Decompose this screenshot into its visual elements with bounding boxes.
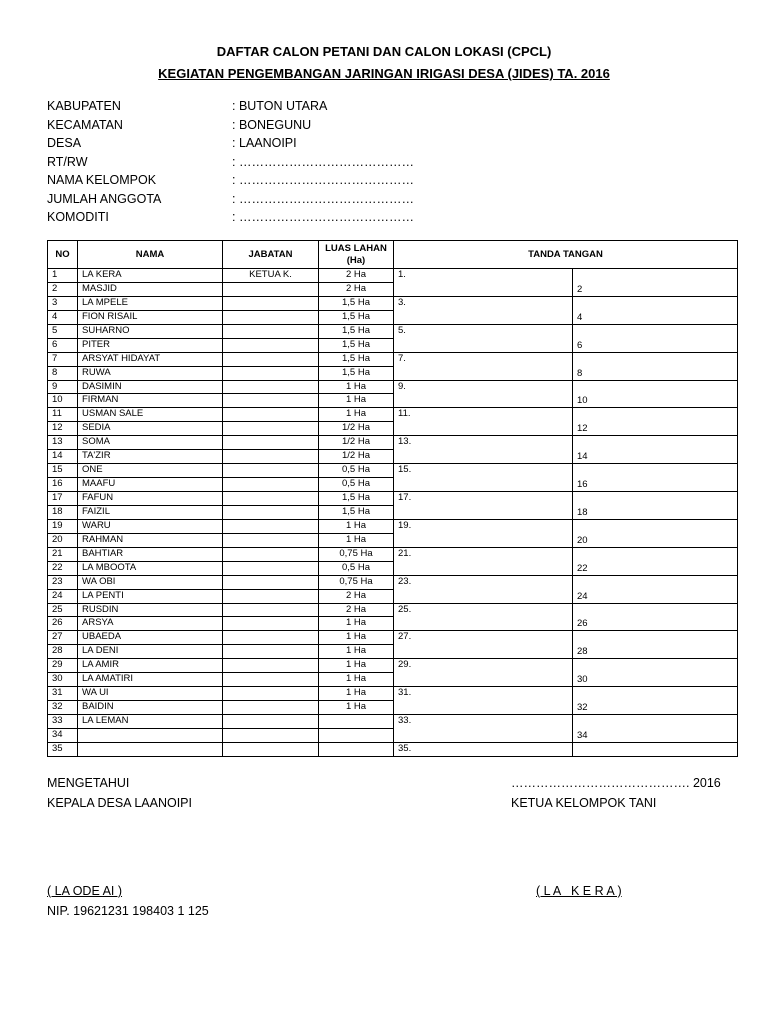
cell-no: 2 [48,282,78,296]
info-row [47,190,414,209]
signature-cell-right: 10 [573,380,738,408]
cell-nama: LA PENTI [78,589,223,603]
header-nama: NAMA [78,241,223,269]
document-subtitle [0,66,768,81]
signature-cell-right: 34 [573,715,738,743]
table-row [48,408,738,422]
info-label: JUMLAH ANGGOTA [47,191,162,206]
table-row [48,547,738,561]
signature-cell-left: 31. [394,687,573,715]
cell-luas [319,715,394,729]
info-label: KOMODITI [47,210,109,224]
signature-cell-left: 11. [394,408,573,436]
table-row [48,492,738,506]
signature-cell-right: 8 [573,352,738,380]
cell-nama: RUSDIN [78,603,223,617]
cell-jabatan [223,575,319,589]
info-label: DESA [47,136,82,150]
cell-luas: 1,5 Ha [319,352,394,366]
signature-cell-right: 16 [573,464,738,492]
cell-jabatan [223,366,319,380]
document-title: DAFTAR CALON PETANI DAN CALON LOKASI (CPCL) [216,44,552,59]
cell-nama: LA AMIR [78,659,223,673]
table-row [48,603,738,617]
cell-luas: 1,5 Ha [319,324,394,338]
cell-jabatan [223,701,319,715]
cell-no: 23 [48,575,78,589]
cell-luas: 0,5 Ha [319,478,394,492]
table-row [48,296,738,310]
cell-no: 26 [48,617,78,631]
table-row [48,715,738,729]
cell-nama: DASIMIN [78,380,223,394]
cell-jabatan [223,715,319,729]
cell-jabatan [223,380,319,394]
cell-luas: 1 Ha [319,394,394,408]
table-row [48,324,738,338]
cell-no: 25 [48,603,78,617]
cell-no: 28 [48,645,78,659]
signature-cell-right: 24 [573,575,738,603]
cell-nama: FIRMAN [78,394,223,408]
kepala-desa-nip: NIP. 19621231 198403 1 125 [47,904,209,918]
cell-nama: BAHTIAR [78,547,223,561]
cell-nama: SUHARNO [78,324,223,338]
info-value: : …………………………………… [232,191,414,206]
cell-no: 19 [48,519,78,533]
signature-cell-left: 1. [394,269,573,297]
cell-no: 18 [48,505,78,519]
cell-nama: FAFUN [78,492,223,506]
cell-no: 6 [48,338,78,352]
table-header-row [48,241,738,269]
cell-nama: LA LEMAN [78,715,223,729]
cell-nama: WA OBI [78,575,223,589]
signature-cell-right: 26 [573,603,738,631]
cell-no: 34 [48,728,78,742]
cell-luas [319,742,394,756]
cell-jabatan [223,547,319,561]
cell-nama: PITER [78,338,223,352]
cell-luas: 1,5 Ha [319,505,394,519]
info-label: KABUPATEN [47,99,121,113]
cell-nama: ARSYA [78,617,223,631]
cell-luas: 1 Ha [319,687,394,701]
info-value: : …………………………………… [232,210,414,224]
header-luas-lahan [319,241,394,269]
cell-jabatan [223,687,319,701]
cell-luas: 1/2 Ha [319,422,394,436]
cell-nama: TA'ZIR [78,450,223,464]
cell-luas: 0,75 Ha [319,547,394,561]
signature-cell-left: 3. [394,296,573,324]
table-row [48,659,738,673]
cell-jabatan [223,310,319,324]
signature-cell-left: 25. [394,603,573,631]
cell-nama: USMAN SALE [78,408,223,422]
cell-nama: WA UI [78,687,223,701]
cell-luas: 2 Ha [319,589,394,603]
cell-no: 22 [48,561,78,575]
header-no: NO [48,241,78,269]
cell-luas: 0,5 Ha [319,561,394,575]
cell-no: 16 [48,478,78,492]
signature-cell-right: 32 [573,687,738,715]
footer-left-line1: MENGETAHUI [47,776,130,790]
cell-no: 21 [48,547,78,561]
cell-luas: 1 Ha [319,701,394,715]
table-row [48,519,738,533]
cell-nama: RUWA [78,366,223,380]
signature-cell-right [573,742,738,756]
cell-nama [78,742,223,756]
cell-luas: 1 Ha [319,631,394,645]
cell-no: 14 [48,450,78,464]
cell-luas [319,728,394,742]
cell-no: 33 [48,715,78,729]
cell-no: 7 [48,352,78,366]
cell-nama: MASJID [78,282,223,296]
cell-no: 9 [48,380,78,394]
header-jabatan: JABATAN [223,241,319,269]
cell-no: 20 [48,533,78,547]
cell-luas: 1,5 Ha [319,492,394,506]
cell-jabatan [223,742,319,756]
cell-jabatan [223,589,319,603]
cell-luas: 2 Ha [319,282,394,296]
signature-cell-left: 27. [394,631,573,659]
cell-luas: 1/2 Ha [319,436,394,450]
cell-luas: 1,5 Ha [319,338,394,352]
info-value: : BUTON UTARA [232,99,328,113]
footer-left-line2: KEPALA DESA LAANOIPI [47,796,192,810]
cell-nama: WARU [78,519,223,533]
info-row [47,116,414,135]
signature-cell-left: 19. [394,519,573,547]
info-row [47,134,414,153]
cell-no: 11 [48,408,78,422]
footer-date: ……………………………………. 2016 [511,776,721,790]
cell-no: 4 [48,310,78,324]
cell-nama: UBAEDA [78,631,223,645]
table-row [48,352,738,366]
cell-jabatan [223,408,319,422]
table-row [48,436,738,450]
cell-nama: LA DENI [78,645,223,659]
info-row [47,171,414,190]
cell-no: 35 [48,742,78,756]
cell-luas: 1 Ha [319,408,394,422]
signature-cell-left: 13. [394,436,573,464]
cell-jabatan [223,282,319,296]
cell-nama: SEDIA [78,422,223,436]
cell-no: 17 [48,492,78,506]
info-row [47,153,414,172]
cell-jabatan [223,659,319,673]
cell-nama: SOMA [78,436,223,450]
signature-cell-left: 5. [394,324,573,352]
signature-cell-left: 23. [394,575,573,603]
signature-cell-left: 21. [394,547,573,575]
cell-jabatan [223,617,319,631]
cell-luas: 2 Ha [319,603,394,617]
ketua-kelompok-name: ( L A K E R A ) [536,884,622,898]
cell-luas: 1,5 Ha [319,310,394,324]
cell-jabatan [223,645,319,659]
cell-luas: 0,75 Ha [319,575,394,589]
signature-cell-right: 14 [573,436,738,464]
cell-no: 10 [48,394,78,408]
cell-luas: 1 Ha [319,380,394,394]
kepala-desa-name: ( LA ODE AI ) [47,884,123,898]
cell-no: 13 [48,436,78,450]
header-luas-line1: LUAS LAHAN [325,242,387,254]
cell-no: 32 [48,701,78,715]
cell-no: 3 [48,296,78,310]
signature-cell-left: 17. [394,492,573,520]
cell-jabatan [223,338,319,352]
footer-right-line2: KETUA KELOMPOK TANI [511,796,657,810]
cell-nama: FAIZIL [78,505,223,519]
cell-nama: ONE [78,464,223,478]
cell-no: 31 [48,687,78,701]
table-row [48,631,738,645]
cell-luas: 1 Ha [319,645,394,659]
info-label: NAMA KELOMPOK [47,173,157,187]
cell-nama: BAIDIN [78,701,223,715]
cell-luas: 1 Ha [319,533,394,547]
cell-jabatan [223,394,319,408]
info-row [47,97,414,116]
signature-cell-right: 28 [573,631,738,659]
cell-luas: 1/2 Ha [319,450,394,464]
cell-nama: ARSYAT HIDAYAT [78,352,223,366]
table-row [48,380,738,394]
signature-cell-right: 12 [573,408,738,436]
cell-luas: 1 Ha [319,659,394,673]
cell-luas: 1 Ha [319,673,394,687]
cell-jabatan [223,533,319,547]
signature-cell-left: 35. [394,742,573,756]
cell-nama: LA MBOOTA [78,561,223,575]
cell-jabatan: KETUA K. [223,269,319,283]
cell-nama [78,728,223,742]
cell-luas: 1,5 Ha [319,366,394,380]
cell-no: 1 [48,269,78,283]
signature-cell-right: 30 [573,659,738,687]
signature-cell-left: 7. [394,352,573,380]
cell-no: 24 [48,589,78,603]
table-row [48,742,738,756]
cell-jabatan [223,728,319,742]
cell-luas: 1 Ha [319,519,394,533]
signature-cell-right: 22 [573,547,738,575]
cell-no: 29 [48,659,78,673]
cell-no: 27 [48,631,78,645]
cell-jabatan [223,352,319,366]
signature-cell-left: 15. [394,464,573,492]
signature-cell-left: 29. [394,659,573,687]
document-subtitle-text: KEGIATAN PENGEMBANGAN JARINGAN IRIGASI DESA (JIDES) TA. 2016 [158,66,610,81]
cell-luas: 0,5 Ha [319,464,394,478]
cell-no: 15 [48,464,78,478]
cell-jabatan [223,673,319,687]
header-tanda-tangan: TANDA TANGAN [394,241,738,269]
cell-jabatan [223,519,319,533]
info-label: RT/RW [47,154,88,169]
signature-cell-left: 33. [394,715,573,743]
signature-cell-left: 9. [394,380,573,408]
signature-cell-right: 18 [573,492,738,520]
cell-nama: RAHMAN [78,533,223,547]
cell-no: 12 [48,422,78,436]
cell-luas: 2 Ha [319,269,394,283]
cell-jabatan [223,492,319,506]
info-block [47,97,414,227]
cell-luas: 1,5 Ha [319,296,394,310]
cell-nama: MAAFU [78,478,223,492]
table-row [48,269,738,283]
info-row [47,208,414,227]
header-luas-line2: (Ha) [346,254,366,266]
cpcl-table [47,240,738,757]
info-value: : …………………………………… [232,173,414,187]
table-row [48,687,738,701]
signature-cell-right: 20 [573,519,738,547]
cell-jabatan [223,478,319,492]
table-row [48,575,738,589]
cell-jabatan [223,631,319,645]
signature-cell-right: 4 [573,296,738,324]
info-value: : LAANOIPI [232,136,297,150]
cell-nama: FION RISAIL [78,310,223,324]
cell-jabatan [223,450,319,464]
cell-no: 8 [48,366,78,380]
signature-cell-right: 2 [573,269,738,297]
cell-jabatan [223,603,319,617]
cell-no: 30 [48,673,78,687]
cell-luas: 1 Ha [319,617,394,631]
cell-jabatan [223,436,319,450]
cell-nama: LA KERA [78,269,223,283]
info-value: : …………………………………… [232,154,414,169]
table-row [48,464,738,478]
cell-nama: LA AMATIRI [78,673,223,687]
info-label: KECAMATAN [47,117,123,132]
cell-nama: LA MPELE [78,296,223,310]
cell-jabatan [223,464,319,478]
cell-no: 5 [48,324,78,338]
signature-cell-right: 6 [573,324,738,352]
cell-jabatan [223,296,319,310]
info-value: : BONEGUNU [232,117,312,132]
cell-jabatan [223,561,319,575]
cell-jabatan [223,422,319,436]
cell-jabatan [223,505,319,519]
cell-jabatan [223,324,319,338]
